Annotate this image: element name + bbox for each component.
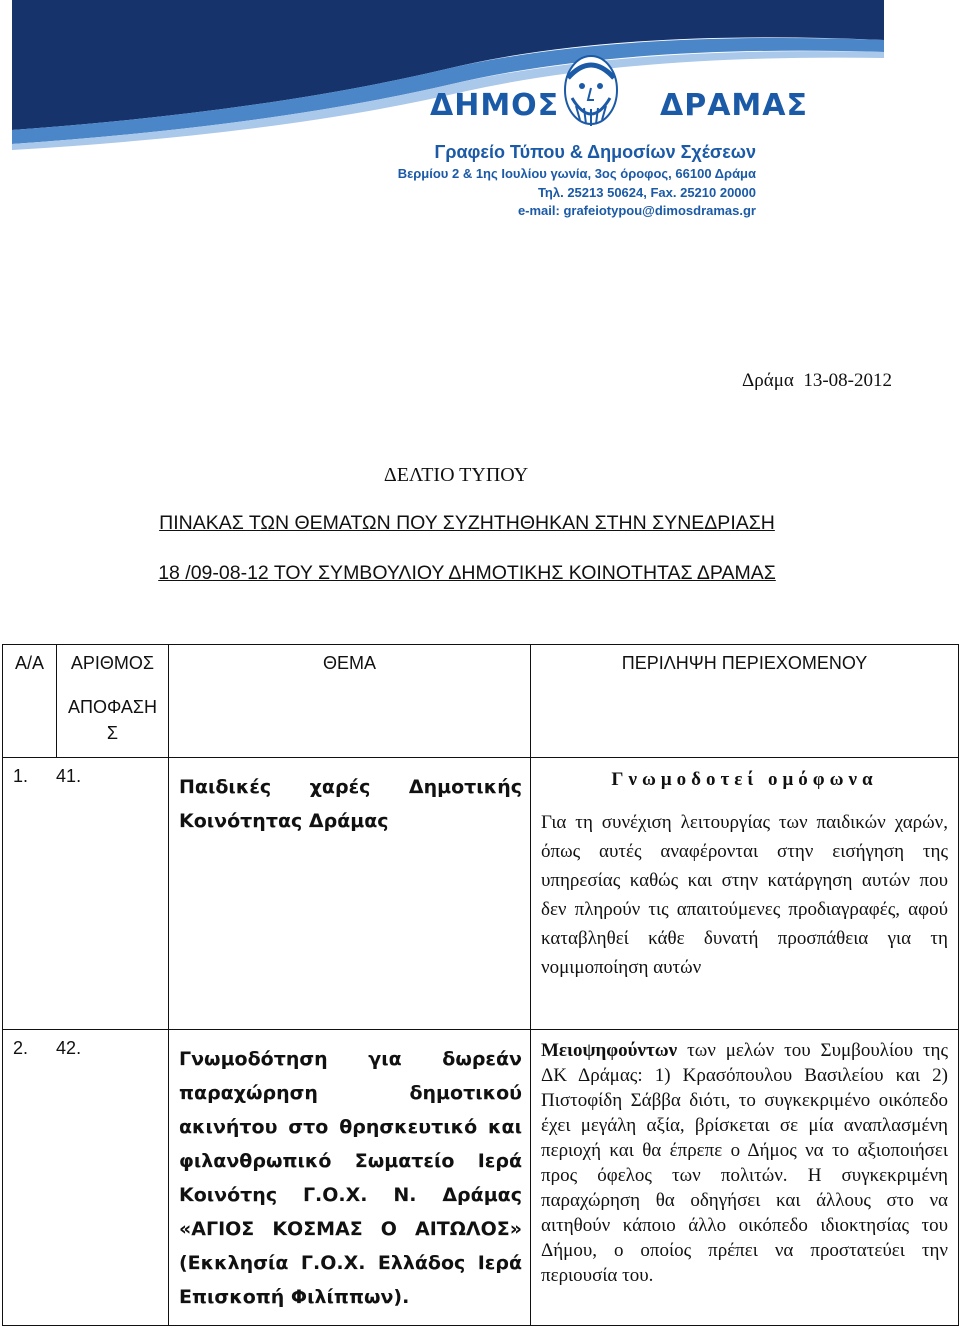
- row-2-decision: 42.: [56, 1038, 82, 1058]
- document-title: ΔΕΛΤΙΟ ΤΥΠΟΥ: [383, 464, 529, 486]
- table-row: [3, 758, 959, 1030]
- row-1-decision: 41.: [56, 766, 82, 786]
- header-decision-line2: ΑΠΟΦΑΣΗ: [68, 697, 157, 717]
- office-phones: Τηλ. 25213 50624, Fax. 25210 20000: [537, 185, 756, 200]
- row-1-summary: [531, 758, 959, 1030]
- table-header-row: [3, 645, 959, 758]
- letterhead-banner: [12, 0, 884, 260]
- emblem-head-icon: [556, 50, 626, 130]
- municipality-name-left: ΔΗΜΟΣ: [430, 88, 560, 123]
- header-subject: ΘΕΜΑ: [169, 645, 531, 758]
- document-date: Δράμα 13-08-2012: [742, 370, 892, 391]
- row-1-subject: Παιδικές χαρές Δημοτικής Κοινότητας Δράμας: [169, 758, 531, 1030]
- row-1-aa: 1.: [13, 766, 29, 786]
- table-row: [3, 1030, 959, 1326]
- header-aa: Α/Α: [3, 645, 57, 758]
- agenda-table: [2, 644, 959, 1326]
- header-decision-number: [57, 645, 169, 758]
- row-2-summary-lead: Μειοψηφούντων: [541, 1040, 678, 1061]
- header-decision-line3: Σ: [106, 723, 119, 743]
- heading-line-2: 18 /09-08-12 ΤΟΥ ΣΥΜΒΟΥΛΙΟΥ ΔΗΜΟΤΙΚΗΣ ΚΟΙΝΟΤΗΤΑΣ ΔΡΑΜΑΣ: [158, 562, 776, 584]
- header-decision-line1: ΑΡΙΘΜΟΣ: [70, 653, 155, 673]
- row-1-numbers: [3, 758, 169, 1030]
- letterhead: [12, 0, 884, 260]
- heading-line-1: ΠΙΝΑΚΑΣ ΤΩΝ ΘΕΜΑΤΩΝ ΠΟΥ ΣΥΖΗΤΗΘΗΚΑΝ ΣΤΗΝ ΣΥΝΕΔΡΙΑΣΗ: [159, 512, 775, 534]
- municipality-name-right: ΔΡΑΜΑΣ: [660, 88, 808, 123]
- row-2-summary: [531, 1030, 959, 1326]
- office-name: Γραφείο Τύπου & Δημοσίων Σχέσεων: [434, 142, 756, 162]
- row-2-subject: Γνωμοδότηση για δωρεάν παραχώρηση δημοτικού ακινήτου στο θρησκευτικό και φιλανθρωπικό Σωματείο Ιερά Κοινότης Γ.Ο.Χ. Ν. Δράμας «ΑΓΙΟΣ ΚΟΣΜΑΣ Ο ΑΙΤΩΛΟΣ» (Εκκλησία Γ.Ο.Χ. Ελλάδος Ιερά Επισκοπή Φιλίππων).: [169, 1030, 531, 1326]
- row-1-summary-text: Για τη συνέχιση λειτουργίας των παιδικών χαρών, όπως αυτές αναφέρονται στην εισήγηση της υπηρεσίας καθώς και στην κατάργηση αυτών που δεν πληρούν τις απαιτούμενες προδιαγραφές, αφού καταβληθεί κάθε δυνατή προσπάθεια για τη νομιμοποίηση αυτών: [541, 812, 948, 978]
- office-address: Βερμίου 2 & 1ης Ιουλίου γωνία, 3ος όροφος, 66100 Δράμα: [397, 166, 756, 181]
- row-2-numbers: [3, 1030, 169, 1326]
- row-1-summary-lead: Γνωμοδοτεί ομόφωνα: [611, 769, 878, 790]
- row-2-aa: 2.: [13, 1038, 29, 1058]
- header-summary: ΠΕΡΙΛΗΨΗ ΠΕΡΙΕΧΟΜΕΝΟΥ: [531, 645, 959, 758]
- row-2-summary-text: των μελών του Συμβουλίου της ΔΚ Δράμας: 1) Κρασόπουλου Βασιλείου και 2) Πιστοφίδη Σάββα διότι, το συγκεκριμένο οικόπεδο έχει μεγάλη αξία, βρίσκεται σε μία αναπλασμένη περιοχή και θα έπρεπε ο Δήμος να το αξιοποιήσει προς όφελος των πολιτών. Η συγκεκριμένη παραχώρηση θα οδηγήσει και άλλους στο να αιτηθούν κάποιο άλλο οικόπεδο ιδιοκτησίας του Δήμου, ο οποίος πρέπει να προστατεύει την περιουσία του.: [541, 1040, 948, 1286]
- office-email[interactable]: e-mail: grafeiotypou@dimosdramas.gr: [517, 203, 756, 218]
